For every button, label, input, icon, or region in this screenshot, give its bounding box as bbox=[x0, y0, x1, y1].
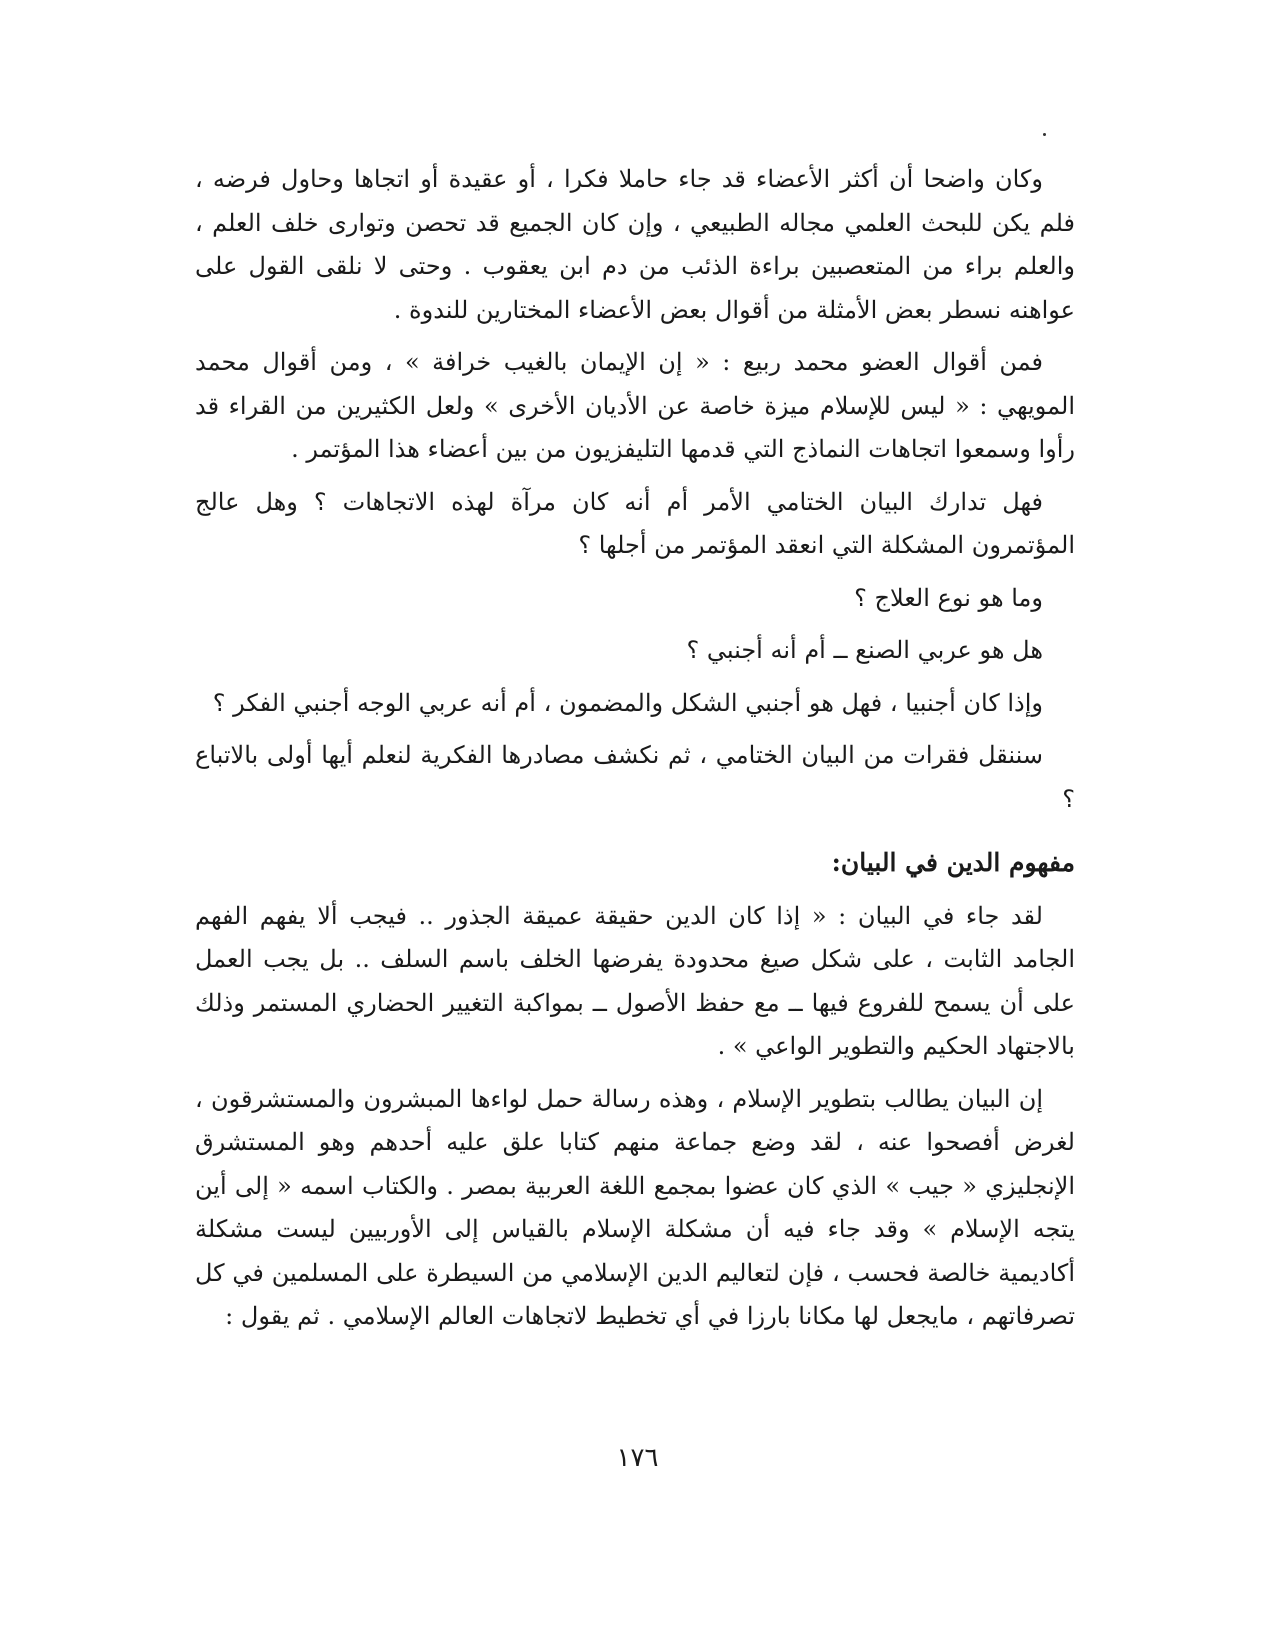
paragraph: إن البيان يطالب بتطوير الإسلام ، وهذه رسالة حمل لواءها المبشرون والمستشرقون ، لغرض أفصحوا عنه ، لقد وضع جماعة منهم كتابا علق عليه أحدهم وهو المستشرق الإنجليزي « جيب » الذي كان عضوا بمجمع اللغة العربية بمصر . والكتاب اسمه « إلى أين يتجه الإسلام » وقد جاء فيه أن مشكلة الإسلام بالقياس إلى الأوربيين ليست مشكلة أكاديمية خالصة فحسب ، فإن لتعاليم الدين الإسلامي من السيطرة على المسلمين في كل تصرفاتهم ، مايجعل لها مكانا بارزا في أي تخطيط لاتجاهات العالم الإسلامي . ثم يقول : bbox=[195, 1084, 1075, 1330]
paragraph: وما هو نوع العلاج ؟ bbox=[854, 583, 1043, 612]
paragraph: لقد جاء في البيان : « إذا كان الدين حقيقة عميقة الجذور .. فيجب ألا يفهم الفهم الجامد الثابت ، على شكل صيغ محدودة يفرضها الخلف باسم السلف .. بل يجب العمل على أن يسمح للفروع فيها ــ مع حفظ الأصول ــ بمواكبة التغيير الحضاري المستمر وذلك بالاجتهاد الحكيم والتطوير الواعي » . bbox=[195, 901, 1075, 1060]
section-heading: مفهوم الدين في البيان: bbox=[831, 848, 1075, 877]
body-text bbox=[195, 158, 1075, 1348]
paragraph: فمن أقوال العضو محمد ربيع : « إن الإيمان بالغيب خرافة » ، ومن أقوال محمد المويهي : « ليس للإسلام ميزة خاصة عن الأديان الأخرى » ولعل الكثيرين من القراء قد رأوا وسمعوا اتجاهات النماذج التي قدمها التليفزيون من بين أعضاء هذا المؤتمر . bbox=[195, 348, 1075, 463]
paragraph: فهل تدارك البيان الختامي الأمر أم أنه كان مرآة لهذه الاتجاهات ؟ وهل عالج المؤتمرون المشكلة التي انعقد المؤتمر من أجلها ؟ bbox=[195, 487, 1075, 559]
page-number: ١٧٦ bbox=[616, 1443, 659, 1473]
scan-speck bbox=[1043, 133, 1046, 136]
paragraph: وإذا كان أجنبيا ، فهل هو أجنبي الشكل والمضمون ، أم أنه عربي الوجه أجنبي الفكر ؟ bbox=[212, 688, 1043, 717]
paragraph: سننقل فقرات من البيان الختامي ، ثم نكشف مصادرها الفكرية لنعلم أيها أولى بالاتباع ؟ bbox=[195, 741, 1075, 813]
paragraph: وكان واضحا أن أكثر الأعضاء قد جاء حاملا فكرا ، أو عقيدة أو اتجاها وحاول فرضه ، فلم يكن للبحث العلمي مجاله الطبيعي ، وإن كان الجميع قد تحصن وتوارى خلف العلم ، والعلم براء من المتعصبين براءة الذئب من دم ابن يعقوب . وحتى لا نلقى القول على عواهنه نسطر بعض الأمثلة من أقوال بعض الأعضاء المختارين للندوة . bbox=[195, 165, 1076, 324]
paragraph: هل هو عربي الصنع ــ أم أنه أجنبي ؟ bbox=[686, 636, 1043, 664]
